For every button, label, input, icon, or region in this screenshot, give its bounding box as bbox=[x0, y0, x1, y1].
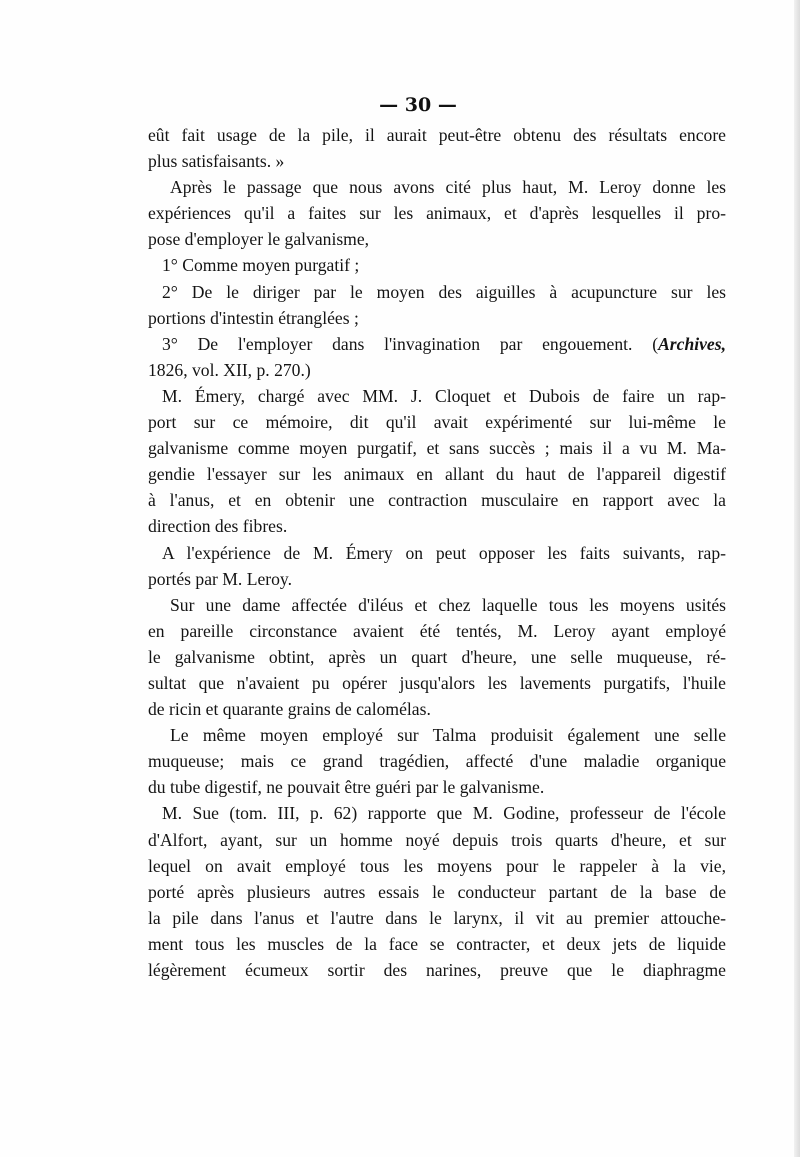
page-number: — 30 — bbox=[379, 94, 457, 116]
text-line: 1° Comme moyen purgatif ; bbox=[162, 255, 360, 276]
text-line: plus satisfaisants. » bbox=[148, 151, 285, 172]
text-line: portions d'intestin étranglées ; bbox=[148, 307, 359, 328]
text-line: ment tous les muscles de la face se contracter, et deux jets de liquide bbox=[148, 933, 726, 954]
text-line: pose d'employer le galvanisme, bbox=[148, 229, 370, 250]
text-line: la pile dans l'anus et l'autre dans le larynx, il vit au premier attouche- bbox=[148, 907, 726, 928]
text-line: 2° De le diriger par le moyen des aiguilles à acupuncture sur les bbox=[162, 281, 726, 302]
text-line: direction des fibres. bbox=[148, 516, 288, 537]
text-line: de ricin et quarante grains de calomélas. bbox=[148, 699, 431, 720]
text-line: Après le passage que nous avons cité plus haut, M. Leroy donne les bbox=[170, 177, 726, 198]
text-line: à l'anus, et en obtenir une contraction musculaire en rapport avec la bbox=[148, 490, 726, 511]
text-line: portés par M. Leroy. bbox=[148, 568, 292, 589]
text-line: porté après plusieurs autres essais le conducteur partant de la base de bbox=[148, 881, 726, 902]
text-segment: 3° De l'employer dans l'invagination par engouement. ( bbox=[162, 333, 659, 354]
text-line: d'Alfort, ayant, sur un homme noyé depuis trois quarts d'heure, et sur bbox=[148, 829, 726, 850]
text-line: A l'expérience de M. Émery on peut opposer les faits suivants, rap- bbox=[162, 542, 726, 563]
text-line: du tube digestif, ne pouvait être guéri par le galvanisme. bbox=[148, 777, 545, 798]
text-line: Sur une dame affectée d'iléus et chez laquelle tous les moyens usités bbox=[170, 594, 726, 615]
text-line: galvanisme comme moyen purgatif, et sans succès ; mais il a vu M. Ma- bbox=[148, 438, 726, 459]
text-line: sultat que n'avaient pu opérer jusqu'alors les lavements purgatifs, l'huile bbox=[148, 672, 726, 693]
text-line bbox=[148, 331, 726, 357]
text-line: eût fait usage de la pile, il aurait peut-être obtenu des résultats encore bbox=[148, 125, 726, 145]
text-line: M. Émery, chargé avec MM. J. Cloquet et Dubois de faire un rap- bbox=[162, 385, 726, 406]
text-line: gendie l'essayer sur les animaux en allant du haut de l'appareil digestif bbox=[148, 464, 726, 485]
text-line: expériences qu'il a faites sur les animaux, et d'après lesquelles il pro- bbox=[148, 203, 726, 224]
text-line: port sur ce mémoire, dit qu'il avait expérimenté sur lui-même le bbox=[148, 412, 726, 433]
body-text bbox=[148, 122, 726, 983]
text-line: en pareille circonstance avaient été tentés, M. Leroy ayant employé bbox=[148, 620, 726, 641]
text-line: lequel on avait employé tous les moyens pour le rappeler à la vie, bbox=[148, 855, 726, 876]
text-line: Le même moyen employé sur Talma produisit également une selle bbox=[170, 725, 726, 746]
text-line: légèrement écumeux sortir des narines, preuve que le diaphragme bbox=[148, 960, 726, 980]
text-line: le galvanisme obtint, après un quart d'heure, une selle muqueuse, ré- bbox=[148, 646, 726, 667]
text-line: muqueuse; mais ce grand tragédien, affecté d'une maladie organique bbox=[148, 751, 726, 772]
text-line: 1826, vol. XII, p. 270.) bbox=[148, 359, 311, 380]
page-edge-shadow bbox=[794, 0, 800, 1157]
text-line: M. Sue (tom. III, p. 62) rapporte que M. Godine, professeur de l'école bbox=[162, 803, 726, 824]
italic-reference: Archives, bbox=[658, 333, 726, 354]
